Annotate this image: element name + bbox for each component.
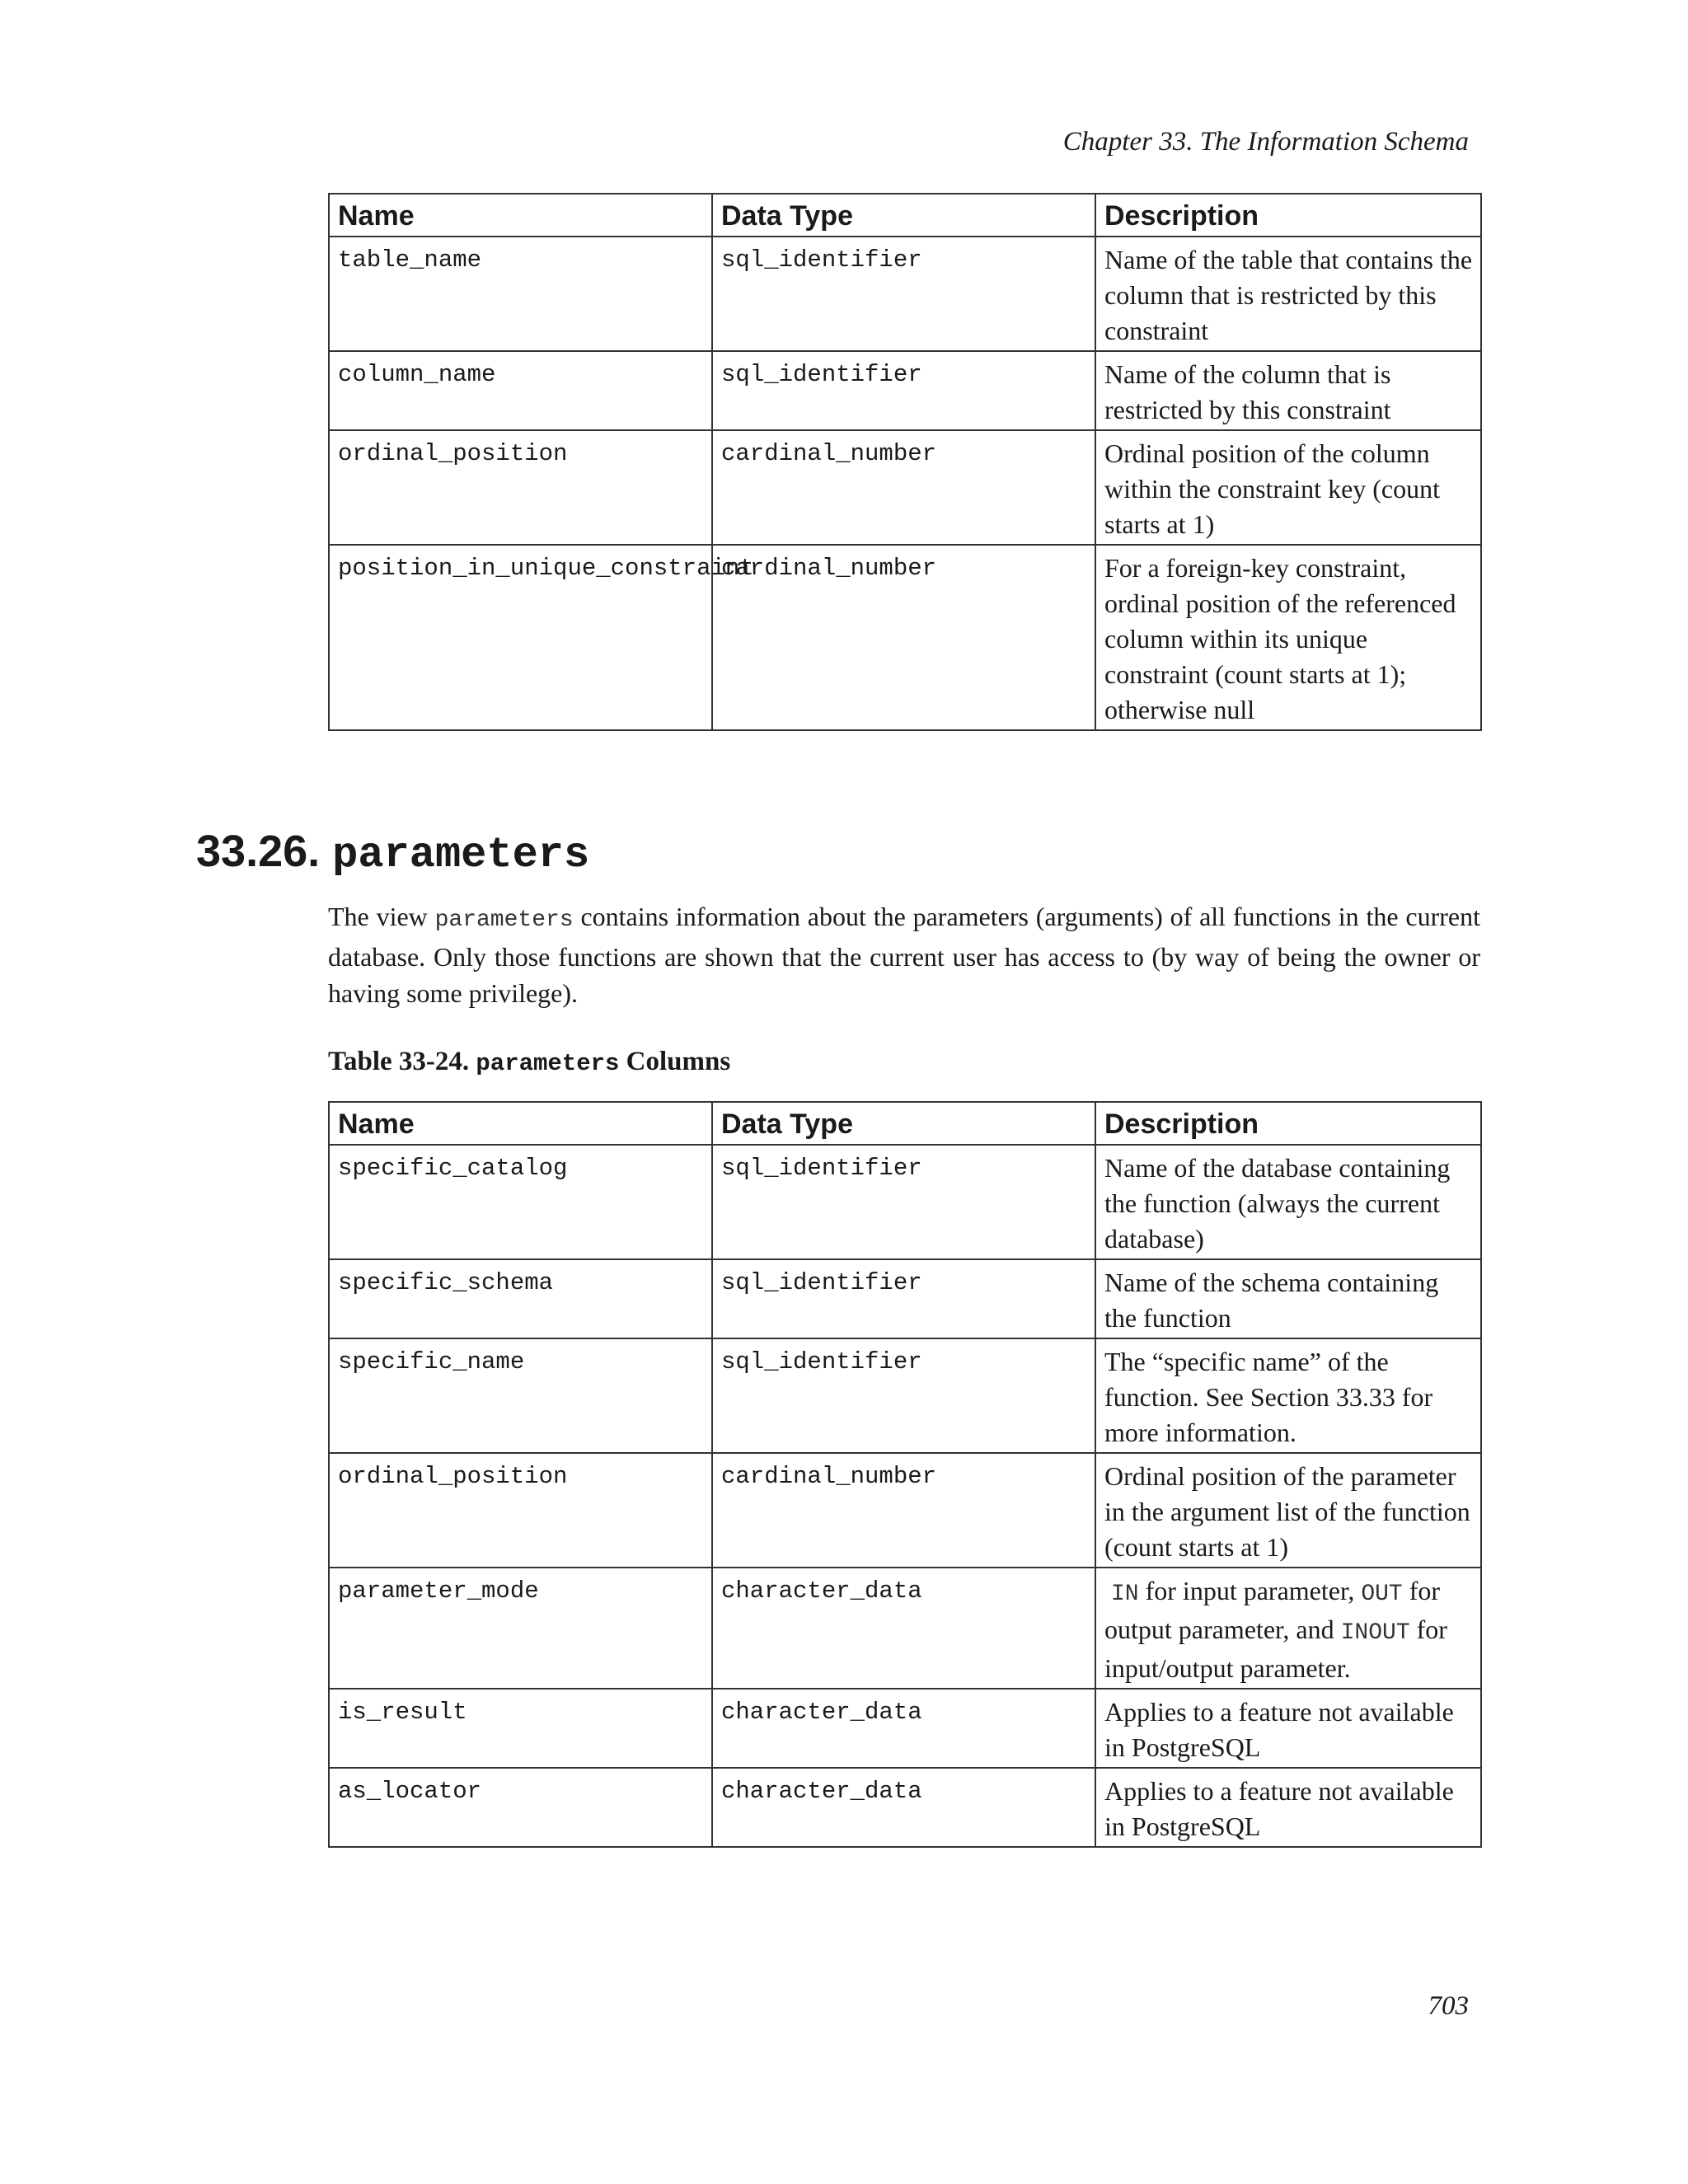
cell-data-type: sql_identifier xyxy=(712,351,1095,430)
table-row xyxy=(329,1689,1481,1768)
cell-data-type: sql_identifier xyxy=(712,1259,1095,1338)
mode-out-code: OUT xyxy=(1361,1582,1403,1607)
constraint-columns-table xyxy=(328,193,1482,731)
cell-description: Ordinal position of the parameter in the argument list of the function (count starts at 1) xyxy=(1095,1453,1481,1568)
cell-description: The “specific name” of the function. See Section 33.33 for more information. xyxy=(1095,1338,1481,1453)
section-number: 33.26. xyxy=(196,827,321,876)
page-number: 703 xyxy=(1428,1991,1469,2021)
mode-in-code: IN xyxy=(1111,1582,1139,1607)
cell-description: Name of the column that is restricted by this constraint xyxy=(1095,351,1481,430)
cell-description: Name of the schema containing the function xyxy=(1095,1259,1481,1338)
cell-data-type: cardinal_number xyxy=(712,430,1095,545)
cell-description: Applies to a feature not available in PostgreSQL xyxy=(1095,1689,1481,1768)
cell-description: Applies to a feature not available in PostgreSQL xyxy=(1095,1768,1481,1847)
cell-data-type: character_data xyxy=(712,1689,1095,1768)
cell-name: position_in_unique_constraint xyxy=(329,545,712,730)
column-header-name: Name xyxy=(329,194,712,237)
intro-inline-code: parameters xyxy=(434,907,574,933)
caption-prefix: Table 33-24. xyxy=(328,1047,476,1076)
table-header-row xyxy=(329,1102,1481,1145)
table-row xyxy=(329,1768,1481,1847)
cell-data-type: character_data xyxy=(712,1768,1095,1847)
table-row xyxy=(329,351,1481,430)
cell-name: is_result xyxy=(329,1689,712,1768)
cell-data-type: cardinal_number xyxy=(712,545,1095,730)
column-header-data-type: Data Type xyxy=(712,1102,1095,1145)
cell-description: For a foreign-key constraint, ordinal position of the referenced column within its unique constraint (count starts at 1); otherwise null xyxy=(1095,545,1481,730)
section-intro-paragraph xyxy=(328,898,1480,1011)
cell-description: Name of the table that contains the column that is restricted by this constraint xyxy=(1095,237,1481,351)
cell-description xyxy=(1095,1568,1481,1689)
table-row xyxy=(329,1568,1481,1689)
section-title-code: parameters xyxy=(332,831,590,879)
column-header-name: Name xyxy=(329,1102,712,1145)
cell-data-type: cardinal_number xyxy=(712,1453,1095,1568)
cell-name: ordinal_position xyxy=(329,430,712,545)
running-header: Chapter 33. The Information Schema xyxy=(1062,127,1469,157)
intro-text-start: The view xyxy=(328,902,435,931)
cell-name: table_name xyxy=(329,237,712,351)
cell-name: as_locator xyxy=(329,1768,712,1847)
table-row xyxy=(329,1259,1481,1338)
cell-name: specific_name xyxy=(329,1338,712,1453)
cell-name: specific_schema xyxy=(329,1259,712,1338)
cell-name: column_name xyxy=(329,351,712,430)
cell-description: Name of the database containing the function (always the current database) xyxy=(1095,1145,1481,1259)
section-heading xyxy=(196,824,589,883)
column-header-description: Description xyxy=(1095,1102,1481,1145)
mode-inout-code: INOUT xyxy=(1340,1620,1410,1646)
mode-out-text: for output parameter, and xyxy=(1104,1576,1441,1644)
table-row xyxy=(329,237,1481,351)
cell-name: specific_catalog xyxy=(329,1145,712,1259)
cell-data-type: sql_identifier xyxy=(712,237,1095,351)
cell-data-type: sql_identifier xyxy=(712,1338,1095,1453)
cell-name: parameter_mode xyxy=(329,1568,712,1689)
mode-inout-text: for input/output parameter. xyxy=(1104,1615,1447,1683)
table-row xyxy=(329,1453,1481,1568)
parameters-columns-table xyxy=(328,1101,1482,1848)
caption-suffix: Columns xyxy=(619,1047,731,1076)
intro-text-end: contains information about the parameters (arguments) of all functions in the current database. Only those functions are shown that the current user has access to (by way of being the owner or having some privilege). xyxy=(328,902,1481,1008)
mode-in-text: for input parameter, xyxy=(1138,1576,1362,1605)
cell-data-type: sql_identifier xyxy=(712,1145,1095,1259)
table-row xyxy=(329,1145,1481,1259)
cell-description: Ordinal position of the column within the constraint key (count starts at 1) xyxy=(1095,430,1481,545)
table-caption xyxy=(328,1045,730,1080)
caption-code: parameters xyxy=(476,1050,620,1077)
table-row xyxy=(329,430,1481,545)
column-header-data-type: Data Type xyxy=(712,194,1095,237)
column-header-description: Description xyxy=(1095,194,1481,237)
table-row xyxy=(329,1338,1481,1453)
table-row xyxy=(329,545,1481,730)
cell-name: ordinal_position xyxy=(329,1453,712,1568)
table-header-row xyxy=(329,194,1481,237)
cell-data-type: character_data xyxy=(712,1568,1095,1689)
